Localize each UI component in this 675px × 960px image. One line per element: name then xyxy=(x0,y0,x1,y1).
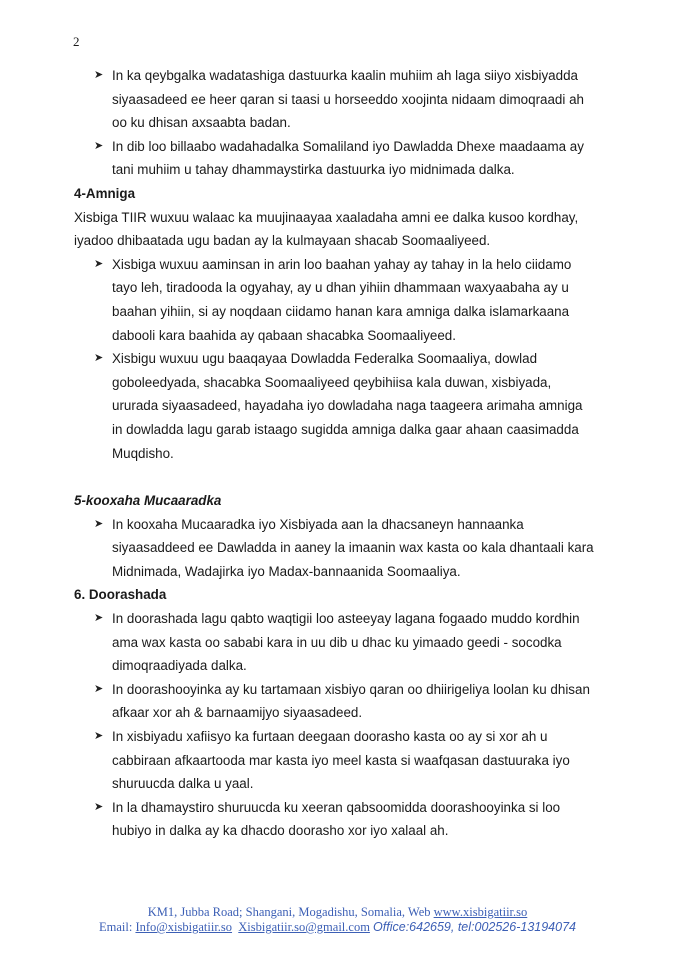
list-item: ➤ In kooxaha Mucaaradka iyo Xisbiyada aan la dhacsaneyn hannaanka siyaasaddeed ee Dawladda in aaney la imaanin wax kasta oo kala dhantaali kara Midnimada, Wadajirka iyo Madax-bannaanida Soomaaliya. xyxy=(74,513,594,584)
section3-bullet-list xyxy=(74,64,594,182)
footer-office-phone: Office:642659, tel:002526-13194074 xyxy=(373,920,576,934)
arrowhead-bullet-icon: ➤ xyxy=(94,800,104,813)
section-intro: Xisbiga TIIR wuxuu walaac ka muujinaayaa xaaladaha amni ee dalka kusoo kordhay, iyadoo dhibaatada ugu badan ay la kulmayaan shacab Soomaaliyeed. xyxy=(74,209,579,249)
arrowhead-bullet-icon: ➤ xyxy=(94,730,104,743)
document-body xyxy=(74,64,594,843)
footer-contact-line xyxy=(0,920,675,935)
list-item: ➤ In la dhamaystiro shuruucda ku xeeran qabsoomidda doorashooyinka si loo hubiyo in dalka ay ka dhacdo doorasho xor iyo xalaal ah. xyxy=(74,796,594,843)
list-item: ➤ In dib loo billaabo wadahadalka Somaliland iyo Dawladda Dhexe maadaama ay tani muhiim u tahay dhammaystirka dastuurka iyo midnimada dalka. xyxy=(74,135,594,182)
list-item: ➤ Xisbiga wuxuu aaminsan in arin loo baahan yahay ay tahay in la helo ciidamo tayo leh, tiradooda la ogyahay, ay u dhan yihiin dhammaan waxyaabaha ay u baahan yihiin, si ay noqdaan ciidamo hanan kara amniga dalka islamarkaana dabooli kara baahida ay qabaan shacabka Soomaaliyeed. xyxy=(74,253,594,347)
section5-bullet-list xyxy=(74,513,594,584)
footer-web-link[interactable]: www.xisbigatiir.so xyxy=(433,905,528,919)
arrowhead-bullet-icon: ➤ xyxy=(94,69,104,81)
section-heading-mucaaradka: 5-kooxaha Mucaaradka xyxy=(74,493,222,509)
page-number: 2 xyxy=(73,34,80,49)
footer-address: KM1, Jubba Road; Shangani, Mogadishu, Somalia, Web xyxy=(147,905,431,919)
list-item: ➤ In doorashada lagu qabto waqtigii loo asteeyay lagana fogaado muddo kordhin ama wax kasta oo sababi kara in uu dib u dhac ku yimaado geedi - socodka dimoqraadiyada dalka. xyxy=(74,607,594,678)
section-heading-amniga: 4-Amniga xyxy=(74,185,136,201)
list-item: ➤ Xisbigu wuxuu ugu baaqayaa Dowladda Federalka Soomaaliya, dowlad goboleedyada, shacabka Soomaaliyeed qeybihiisa kala duwan, xisbiyada, ururada siyaasadeed, hayadaha iyo dowladaha naga taageera arimaha amniga in dowladda lagu garab istaago sugidda amniga dalka gaar ahaan caasimadda Muqdisho. xyxy=(74,347,594,465)
list-item: ➤ In xisbiyadu xafiisyo ka furtaan deegaan doorasho kasta oo ay si xor ah u cabbiraan afkaartooda mar kasta iyo meel kasta si waafqasan dastuuraka iyo shuruucda dalka u yaal. xyxy=(74,725,594,796)
list-item: ➤ In doorashooyinka ay ku tartamaan xisbiyo qaran oo dhiirigeliya loolan ku dhisan afkaar xor ah & barnaamijyo siyaasadeed. xyxy=(74,678,594,725)
section6-bullet-list xyxy=(74,607,594,843)
spacer xyxy=(74,465,594,489)
footer-email-link-2[interactable]: Xisbigatiir.so@gmail.com xyxy=(238,920,370,934)
arrowhead-bullet-icon: ➤ xyxy=(94,352,104,365)
arrowhead-bullet-icon: ➤ xyxy=(94,257,104,270)
footer-address-line xyxy=(0,905,675,920)
section4-bullet-list xyxy=(74,253,594,465)
arrowhead-bullet-icon: ➤ xyxy=(94,682,104,695)
page-footer xyxy=(0,905,675,935)
arrowhead-bullet-icon: ➤ xyxy=(94,139,104,152)
list-item: ➤ In ka qeybgalka wadatashiga dastuurka kaalin muhiim ah laga siiyo xisbiyadda siyaasadeed ee heer qaran si taasi u horseeddo xoojinta nidaam dimoqraadi ah oo ku dhisan axsaabta badan. xyxy=(74,64,594,135)
arrowhead-bullet-icon: ➤ xyxy=(94,612,104,625)
footer-email-label: Email: xyxy=(99,920,133,934)
arrowhead-bullet-icon: ➤ xyxy=(94,517,104,530)
section-heading-doorashada: 6. Doorashada xyxy=(74,587,167,603)
footer-email-link-1[interactable]: Info@xisbigatiir.so xyxy=(135,920,233,934)
